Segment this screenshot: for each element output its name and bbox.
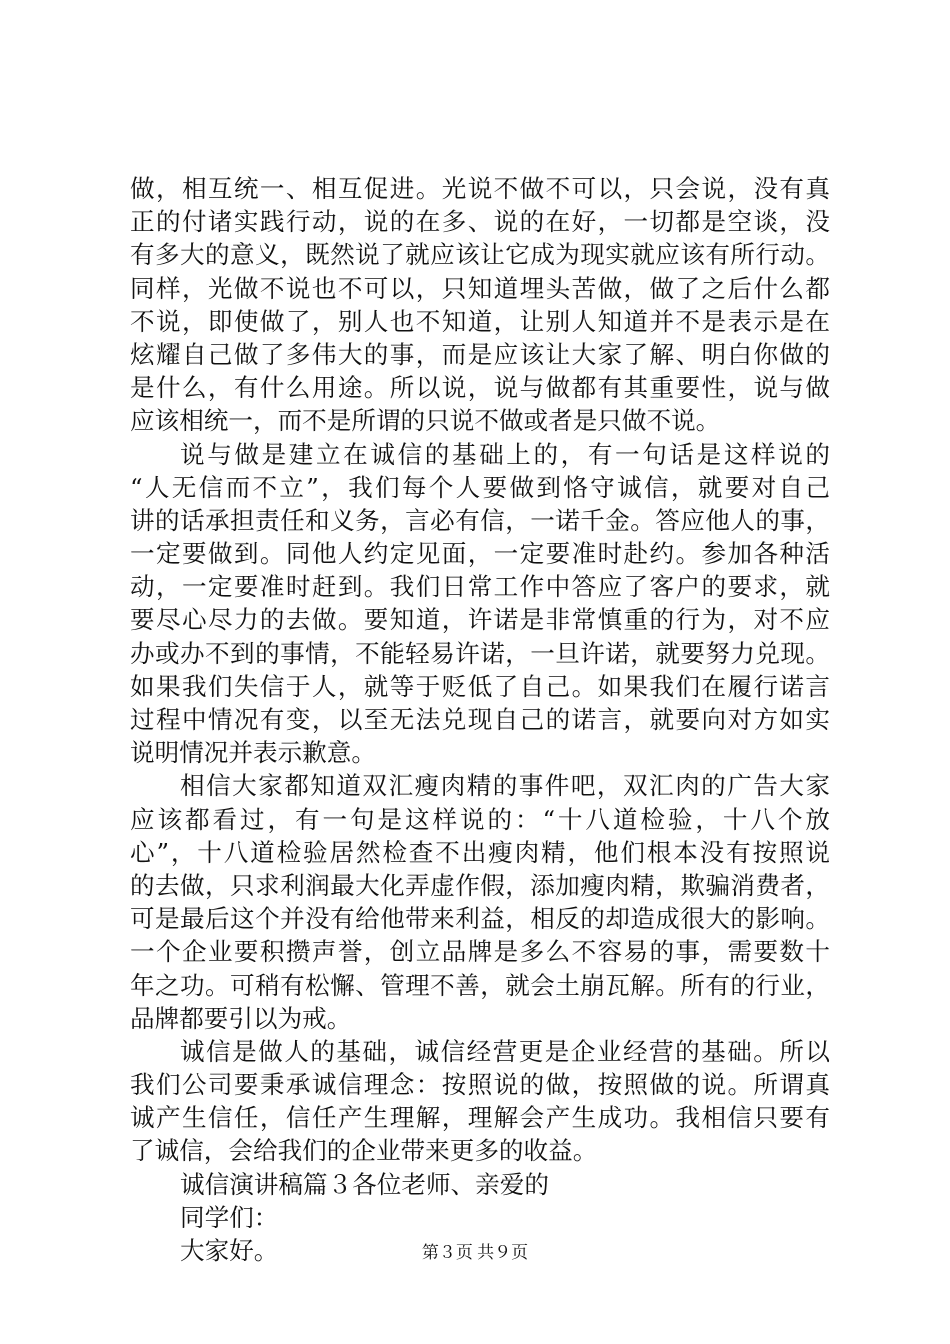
text-line: “人无信而不立”，我们每个人要做到恪守诚信，就要对自己 bbox=[130, 472, 830, 502]
text-line: 有多大的意义，既然说了就应该让它成为现实就应该有所行动。 bbox=[130, 240, 830, 270]
body-text bbox=[130, 172, 830, 1267]
text-line: 的去做，只求利润最大化弄虚作假，添加瘦肉精，欺骗消费者， bbox=[130, 870, 830, 900]
text-line: 年之功。可稍有松懈、管理不善，就会土崩瓦解。所有的行业， bbox=[130, 970, 830, 1000]
text-line: 一定要做到。同他人约定见面，一定要准时赴约。参加各种活 bbox=[130, 539, 830, 569]
salutation-line: 同学们： bbox=[180, 1202, 279, 1232]
text-line: 说明情况并表示歉意。 bbox=[130, 738, 376, 768]
text-line: 办或办不到的事情，不能轻易许诺，一旦许诺，就要努力兑现。 bbox=[130, 638, 830, 668]
text-line: 了诚信，会给我们的企业带来更多的收益。 bbox=[130, 1136, 598, 1166]
text-line: 品牌都要引以为戒。 bbox=[130, 1003, 352, 1033]
text-line: 相信大家都知道双汇瘦肉精的事件吧，双汇肉的广告大家 bbox=[180, 771, 830, 801]
text-line: 如果我们失信于人，就等于贬低了自己。如果我们在履行诺言 bbox=[130, 671, 830, 701]
text-line: 做，相互统一、相互促进。光说不做不可以，只会说，没有真 bbox=[130, 174, 830, 203]
text-line: 正的付诸实践行动，说的在多、说的在好，一切都是空谈，没 bbox=[130, 207, 830, 237]
text-line: 应该相统一，而不是所谓的只说不做或者是只做不说。 bbox=[130, 406, 721, 436]
text-line: 心”，十八道检验居然检查不出瘦肉精，他们根本没有按照说 bbox=[130, 837, 830, 867]
text-line: 炫耀自己做了多伟大的事，而是应该让大家了解、明白你做的 bbox=[130, 339, 830, 369]
text-line: 诚信是做人的基础，诚信经营更是企业经营的基础。所以 bbox=[180, 1036, 830, 1066]
heading-line: 诚信演讲稿篇３各位老师、亲爱的 bbox=[180, 1169, 549, 1199]
text-line: 我们公司要秉承诚信理念：按照说的做，按照做的说。所谓真 bbox=[130, 1070, 830, 1100]
text-line: 同样，光做不说也不可以，只知道埋头苦做，做了之后什么都 bbox=[130, 273, 830, 303]
text-line: 一个企业要积攒声誉，创立品牌是多么不容易的事，需要数十 bbox=[130, 937, 830, 967]
text-line: 可是最后这个并没有给他带来利益，相反的却造成很大的影响。 bbox=[130, 904, 830, 934]
text-line: 动，一定要准时赶到。我们日常工作中答应了客户的要求，就 bbox=[130, 572, 830, 602]
page-number-footer: 第３页 共９页 bbox=[421, 1243, 529, 1262]
text-line: 应该都看过，有一句是这样说的：“十八道检验，十八个放 bbox=[130, 804, 830, 834]
text-line: 要尽心尽力的去做。要知道，许诺是非常慎重的行为，对不应 bbox=[130, 605, 830, 635]
greeting-line: 大家好。 bbox=[180, 1236, 279, 1265]
text-line: 讲的话承担责任和义务，言必有信，一诺千金。答应他人的事， bbox=[130, 505, 830, 535]
text-line: 诚产生信任，信任产生理解，理解会产生成功。我相信只要有 bbox=[130, 1103, 830, 1133]
text-line: 说与做是建立在诚信的基础上的，有一句话是这样说的 bbox=[180, 439, 830, 469]
text-line: 过程中情况有变，以至无法兑现自己的诺言，就要向对方如实 bbox=[130, 705, 830, 734]
text-line: 不说，即使做了，别人也不知道，让别人知道并不是表示是在 bbox=[130, 306, 830, 336]
text-line: 是什么，有什么用途。所以说，说与做都有其重要性，说与做 bbox=[130, 373, 830, 403]
